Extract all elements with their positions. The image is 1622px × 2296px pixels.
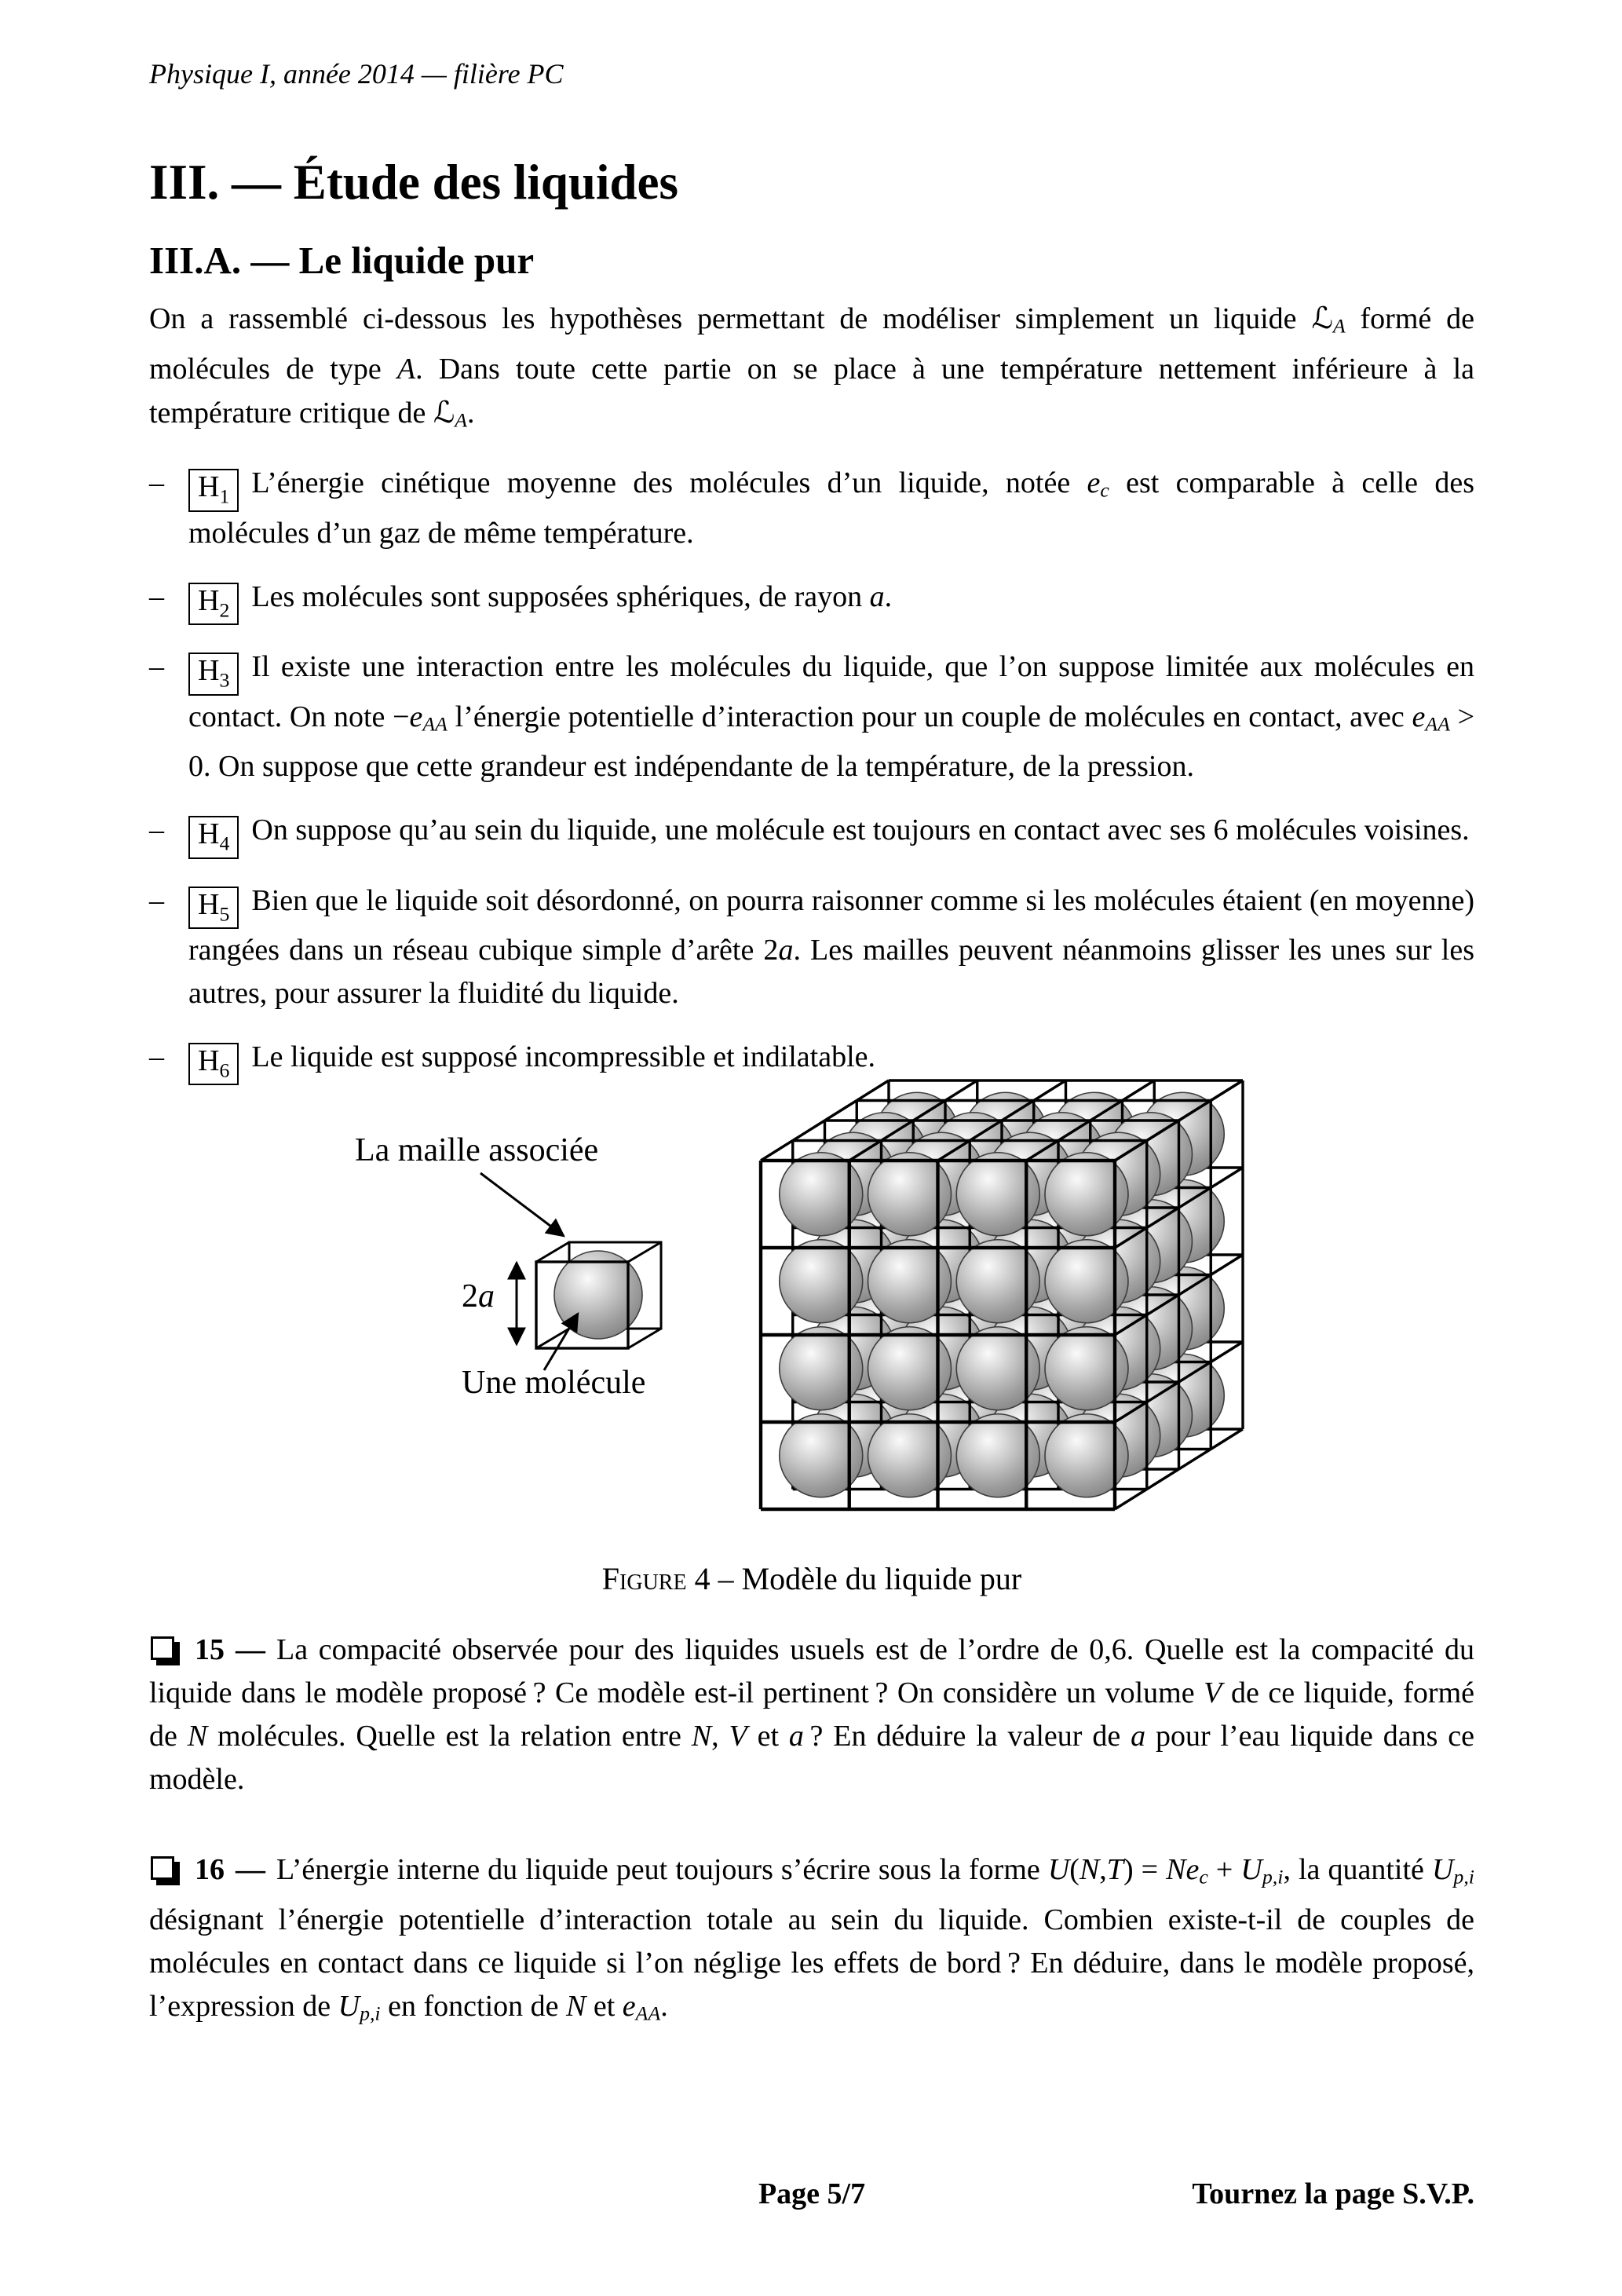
hypothesis-text: On suppose qu’au sein du liquide, une molécule est toujours en contact avec ses 6 molécules voisines. — [251, 813, 1470, 847]
hypothesis-box-h3 — [188, 653, 239, 695]
hypothesis-item-h2 — [149, 576, 1474, 625]
lattice-edge — [825, 1101, 857, 1121]
cube-edge — [628, 1242, 661, 1262]
question-checkbox-icon — [151, 1636, 174, 1660]
hypothesis-index: 3 — [219, 668, 230, 692]
label-dimension: 2a — [462, 1278, 495, 1315]
hypothesis-letter: H — [198, 470, 220, 504]
hypothesis-letter: H — [198, 584, 220, 618]
hypothesis-box-h1 — [188, 469, 239, 511]
page-content — [149, 0, 1474, 2035]
hypothesis-item-h5 — [149, 879, 1474, 1015]
lattice-edge — [1179, 1450, 1211, 1470]
figure-liquid-model — [149, 1085, 1474, 1525]
hypothesis-text: Le liquide est supposé incompressible et indilatable. — [251, 1040, 876, 1073]
hypothesis-box-h5 — [188, 887, 239, 929]
hypothesis-box-h2 — [188, 583, 239, 625]
lattice-stack — [761, 1080, 1243, 1509]
question-dash: — — [236, 1853, 265, 1887]
hypothesis-item-h6 — [149, 1036, 1474, 1085]
hypothesis-index: 1 — [219, 484, 230, 508]
turn-page-notice: Tournez la page S.V.P. — [1192, 2177, 1475, 2210]
page-number: Page 5/7 — [758, 2177, 866, 2210]
hypothesis-letter: H — [198, 887, 220, 921]
question-number: 15 — [195, 1633, 225, 1667]
hypothesis-box-h4 — [188, 816, 239, 858]
label-molecule: Une molécule — [462, 1365, 646, 1402]
subsection-title: III.A. — Le liquide pur — [149, 239, 535, 282]
item-dash: – — [149, 466, 164, 500]
caption-separator: – — [718, 1561, 734, 1597]
running-header: Physique I, année 2014 — filière PC — [149, 58, 564, 90]
question-checkbox-icon — [151, 1856, 174, 1880]
caption-label: Figure 4 — [601, 1561, 711, 1597]
hypothesis-box-h6 — [188, 1043, 239, 1085]
hypotheses-list — [149, 462, 1474, 1085]
hypothesis-index: 6 — [219, 1058, 230, 1082]
hypothesis-item-h3 — [149, 645, 1474, 788]
cube-edge — [628, 1329, 661, 1348]
question-16 — [149, 1848, 1474, 2035]
figure-drawing — [149, 1085, 1474, 1525]
figure-caption — [149, 1561, 1474, 1597]
hypothesis-letter: H — [198, 817, 220, 851]
lattice-edge — [1211, 1429, 1243, 1450]
cube-edge — [536, 1242, 569, 1262]
page-footer — [149, 2177, 1474, 2211]
lattice-edge — [1211, 1342, 1243, 1362]
item-dash: – — [149, 1040, 164, 1073]
lattice-edge — [793, 1121, 825, 1141]
hypothesis-index: 5 — [219, 902, 230, 926]
hypothesis-text: L’énergie cinétique moyenne des molécules d’un liquide, notée ec est comparable à celle des molécules d’un gaz de même température. — [188, 466, 1474, 550]
cell-pointer-arrow-icon — [480, 1173, 564, 1236]
question-15 — [149, 1629, 1474, 1801]
item-dash: – — [149, 580, 164, 614]
lattice-edge — [1115, 1490, 1147, 1510]
hypothesis-item-h4 — [149, 809, 1474, 858]
question-text: La compacité observée pour des liquides usuels est de l’ordre de 0,6. Quelle est la compacité du liquide dans le modèle proposé ? Ce modèle est-il pertinent ? On considère un volume V de ce liquide, formé de N molécules. Quelle est la relation entre N, V et a ? En déduire la valeur de a pour l’eau liquide dans ce modèle. — [149, 1633, 1474, 1797]
intro-paragraph: On a rassemblé ci-dessous les hypothèses permettant de modéliser simplement un liquide ℒA formé de molécules de type A. Dans toute cette partie on se place à une température nettement inférieure à la température critique de ℒA. — [149, 301, 1475, 432]
lattice-edge — [1211, 1255, 1243, 1275]
hypothesis-index: 2 — [219, 598, 230, 622]
molecule-pointer-arrow-icon — [544, 1314, 578, 1370]
lattice-edge — [1211, 1168, 1243, 1188]
label-cell: La maille associée — [355, 1132, 599, 1169]
question-number: 16 — [195, 1853, 225, 1887]
question-text: L’énergie interne du liquide peut toujours s’écrire sous la forme U(N,T) = Nec + Up,i, la quantité Up,i désignant l’énergie potentielle d’interaction totale au sein du liquide. Combien existe-t-il de couples de molécules en contact dans ce liquide si l’on néglige les effets de bord ? En déduire, dans le modèle proposé, l’expression de Up,i en fonction de N et eAA. — [149, 1853, 1474, 2025]
hypothesis-index: 4 — [219, 832, 230, 855]
hypothesis-text: Les molécules sont supposées sphériques, de rayon a. — [251, 580, 893, 614]
hypothesis-letter: H — [198, 654, 220, 688]
hypothesis-text: Il existe une interaction entre les molécules du liquide, que l’on suppose limitée aux molécules en contact. On note −eAA l’énergie potentielle d’interaction pour un couple de molécules en contact, avec eAA > 0. On suppose que cette grandeur est indépendante de la température, de la pression. — [188, 650, 1474, 784]
lattice-edge — [761, 1141, 793, 1161]
item-dash: – — [149, 883, 164, 917]
caption-text: Modèle du liquide pur — [741, 1561, 1022, 1597]
question-dash: — — [236, 1633, 265, 1667]
lattice-edge — [1147, 1469, 1179, 1490]
hypothesis-letter: H — [198, 1044, 220, 1077]
cell-cube — [536, 1242, 661, 1348]
item-dash: – — [149, 650, 164, 684]
hypothesis-item-h1 — [149, 462, 1474, 555]
section-title: III. — Étude des liquides — [149, 155, 678, 210]
item-dash: – — [149, 813, 164, 847]
hypothesis-text: Bien que le liquide soit désordonné, on pourra raisonner comme si les molécules étaient (en moyenne) rangées dans un réseau cubique simple d’arête 2a. Les mailles peuvent néanmoins glisser les unes sur les autres, pour assurer la fluidité du liquide. — [188, 883, 1474, 1010]
